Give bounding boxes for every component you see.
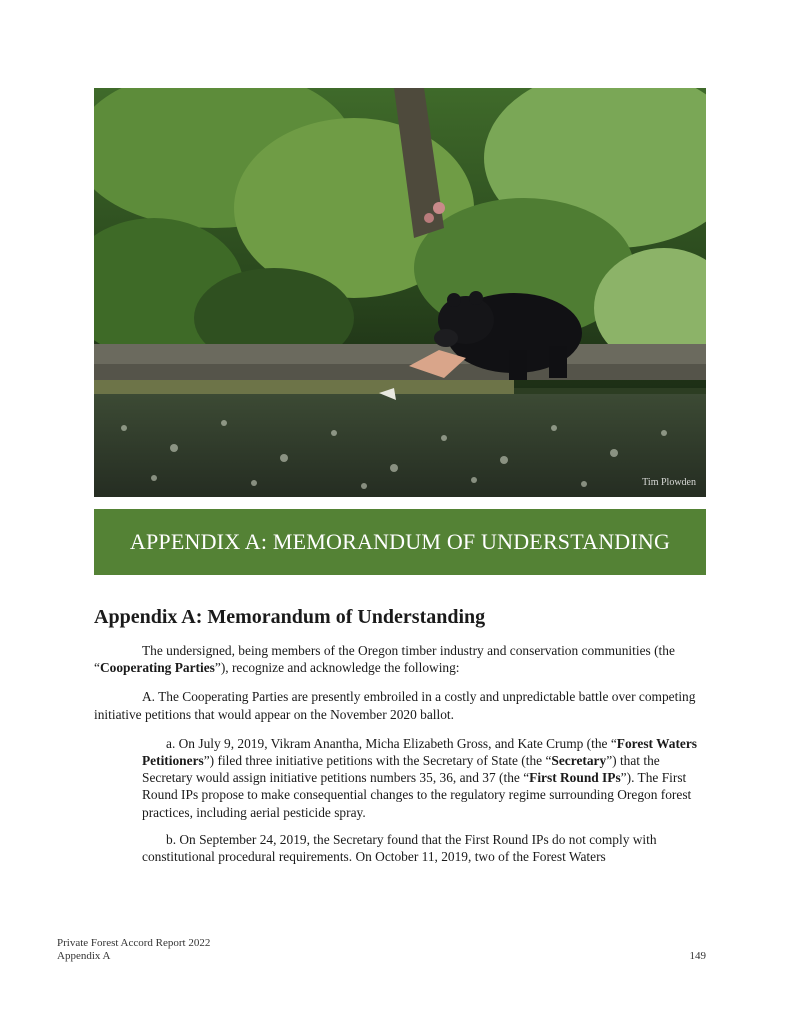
footer-appendix-label: Appendix A [57, 950, 111, 962]
section-heading: Appendix A: Memorandum of Understanding [94, 606, 486, 628]
bear-photo-illustration [94, 88, 706, 497]
defined-term-secretary: Secretary [551, 753, 607, 769]
defined-term-first-round-ips: First Round IPs [529, 770, 621, 786]
intro-text-2: ”), recognize and acknowledge the following: [214, 660, 460, 676]
footer-left [57, 937, 210, 963]
page-number: 149 [689, 950, 706, 962]
intro-paragraph [94, 642, 706, 676]
sub-item-b-paragraph: b. On September 24, 2019, the Secretary found that the First Round IPs do not comply with constitutional procedural requirements. On October 11, 2019, two of the Forest Waters [142, 831, 657, 865]
sub-a-text-3: ”) that the Secretary would assign initiative petitions numbers 35, 36, and 37 (the “ [142, 753, 660, 786]
defined-term-cooperating-parties: Cooperating Parties [99, 660, 215, 676]
footer-report-title: Private Forest Accord Report 2022 [57, 937, 211, 949]
sub-a-text-4: ”). The First Round IPs propose to make consequential changes to the regulatory regime surrounding Oregon forest practices, including aerial pesticide spray. [142, 770, 692, 820]
appendix-banner [94, 509, 706, 575]
document-body [94, 600, 706, 875]
sub-a-text-1: a. On July 9, 2019, Vikram Anantha, Micha Elizabeth Gross, and Kate Crump (the “ [166, 735, 617, 751]
item-a-paragraph: A. The Cooperating Parties are presently embroiled in a costly and unpredictable battle over competing initiative petitions that would appear on the November 2020 ballot. [94, 689, 696, 722]
defined-term-forest-waters-petitioners: Forest Waters Petitioners [142, 735, 697, 769]
intro-text-1: The undersigned, being members of the Oregon timber industry and conservation communities (the “ [94, 643, 675, 676]
sub-a-text-2: ”) filed three initiative petitions with the Secretary of State (the “ [203, 753, 552, 769]
banner-title: APPENDIX A: MEMORANDUM OF UNDERSTANDING [129, 529, 671, 554]
sub-item-a-paragraph [142, 735, 706, 821]
photo-credit: Tim Plowden [642, 477, 696, 488]
cover-photo-bear [94, 88, 706, 497]
